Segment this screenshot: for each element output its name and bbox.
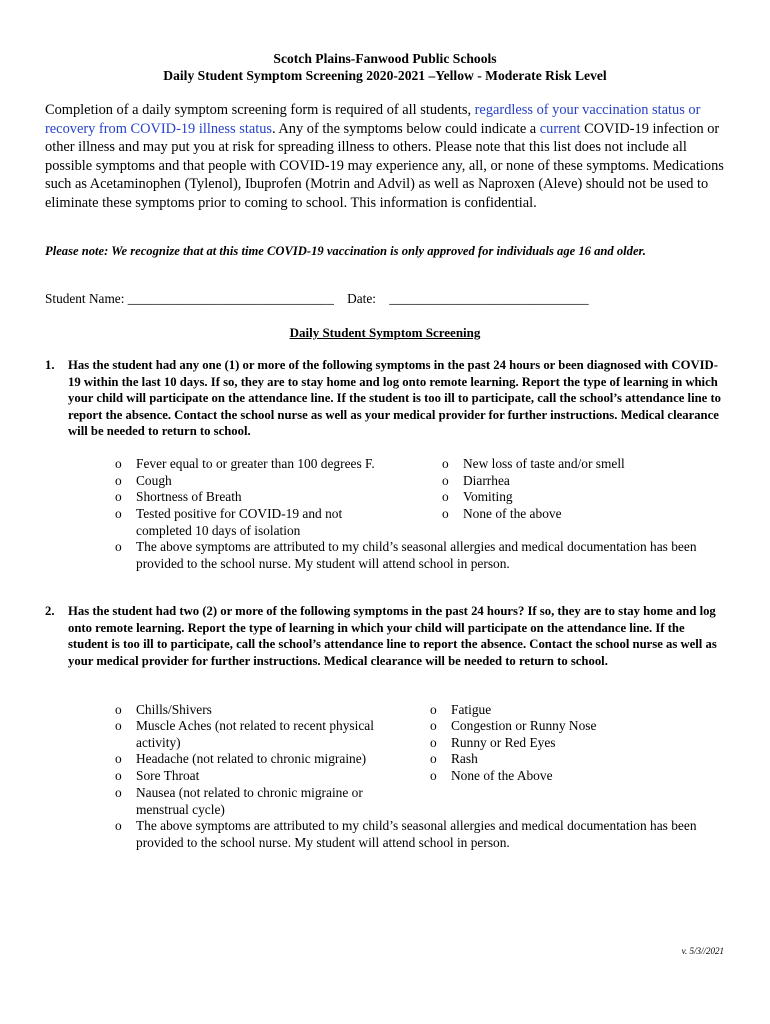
option-label: Shortness of Breath — [136, 489, 242, 504]
date-field[interactable]: ______________________________ — [389, 291, 589, 306]
question-1 — [45, 357, 725, 440]
checkbox-bullet[interactable]: o — [430, 702, 437, 717]
checkbox-bullet[interactable]: o — [115, 751, 122, 766]
intro-highlight-2: current — [539, 120, 581, 137]
option-label: Fatigue — [451, 702, 492, 717]
intro-text-2: . Any of the symptoms below could indicate a — [272, 120, 540, 137]
checkbox-bullet[interactable]: o — [442, 456, 449, 471]
question-1-number: 1. — [45, 358, 55, 372]
option-label: Cough — [136, 473, 172, 488]
question-2-number: 2. — [45, 604, 55, 618]
option-label: The above symptoms are attributed to my child’s seasonal allergies and medical documentation has been provided to the school nurse. My student will attend school in person. — [136, 818, 697, 850]
intro-text-1: Completion of a daily symptom screening form is required of all students, — [45, 102, 475, 118]
option-label: Fever equal to or greater than 100 degrees F. — [136, 456, 375, 471]
option-label: Nausea (not related to chronic migraine or menstrual cycle) — [136, 785, 363, 817]
checkbox-bullet[interactable]: o — [430, 768, 437, 783]
checkbox-bullet[interactable]: o — [115, 506, 122, 521]
checkbox-bullet[interactable]: o — [430, 735, 437, 750]
question-2-text: Has the student had two (2) or more of the following symptoms in the past 24 hours? If so, they are to stay home and log onto remote learning. Report the type of learning in which your child will participate on the attendance line. If the student is too ill to participate, call the school’s attendance line to report the absence. Contact the school nurse as well as your medical provider for further instructions. Medical clearance will be needed to return to school. — [68, 604, 717, 668]
intro-paragraph — [45, 101, 725, 213]
checkbox-bullet[interactable]: o — [115, 785, 122, 800]
option-label: Chills/Shivers — [136, 702, 212, 717]
option-label: Muscle Aches (not related to recent physical activity) — [136, 718, 374, 750]
option-label: The above symptoms are attributed to my child’s seasonal allergies and medical documentation has been provided to the school nurse. My student will attend school in person. — [136, 539, 697, 571]
intro-text-3: COVID-19 infection or other illness and may put you at risk for spreading illness to others. Please note that this list does not include all possible symptoms and that people with COVID-19 may experience any, all, or none of these symptoms. Medications such as Acetaminophen (Tylenol), Ibuprofen (Motrin and Advil) as well as Naproxen (Aleve) should not be used to eliminate these symptoms prior to coming to school. This information is confidential. — [45, 120, 724, 211]
checkbox-bullet[interactable]: o — [430, 718, 437, 733]
option-label: Tested positive for COVID-19 and not completed 10 days of isolation — [136, 506, 343, 538]
option-label: New loss of taste and/or smell — [463, 456, 625, 471]
option-label: None of the above — [463, 506, 562, 521]
checkbox-bullet[interactable]: o — [115, 768, 122, 783]
question-2 — [45, 603, 725, 669]
intro-highlight-1: regardless of your vaccination status or recovery from COVID-19 illness status — [45, 102, 701, 137]
checkbox-bullet[interactable]: o — [115, 718, 122, 733]
school-name: Scotch Plains-Fanwood Public Schools — [273, 51, 497, 66]
option-label: Diarrhea — [463, 473, 510, 488]
checkbox-bullet[interactable]: o — [115, 473, 122, 488]
option-label: Vomiting — [463, 489, 513, 504]
date-label: Date: — [347, 291, 376, 306]
vaccination-note: Please note: We recognize that at this time COVID-19 vaccination is only approved for individuals age 16 and older. — [45, 244, 646, 258]
checkbox-bullet[interactable]: o — [442, 473, 449, 488]
checkbox-bullet[interactable]: o — [115, 456, 122, 471]
checkbox-bullet[interactable]: o — [115, 702, 122, 717]
student-fields — [45, 290, 589, 308]
option-label: Sore Throat — [136, 768, 200, 783]
checkbox-bullet[interactable]: o — [115, 489, 122, 504]
option-label: Rash — [451, 751, 478, 766]
option-label: Headache (not related to chronic migraine) — [136, 751, 367, 766]
version-footer: v. 5/3//2021 — [681, 946, 724, 956]
question-1-text: Has the student had any one (1) or more of the following symptoms in the past 24 hours or been diagnosed with COVID-19 within the last 10 days. If so, they are to stay home and log onto remote learning. Report the type of learning in which your child will participate on the attendance line. If the student is too ill to participate, call the school’s attendance line to report the absence. Contact the school nurse as well as your medical provider for further instructions. Medical clearance will be needed to return to school. — [68, 358, 722, 439]
checkbox-bullet[interactable]: o — [430, 751, 437, 766]
student-name-label: Student Name: — [45, 291, 125, 306]
form-title: Daily Student Symptom Screening 2020-2021 –Yellow - Moderate Risk Level — [163, 68, 607, 83]
screening-subheading: Daily Student Symptom Screening — [289, 325, 481, 340]
student-name-field[interactable]: _______________________________ — [127, 291, 334, 306]
checkbox-bullet[interactable]: o — [442, 489, 449, 504]
checkbox-bullet[interactable]: o — [442, 506, 449, 521]
checkbox-bullet[interactable]: o — [115, 818, 122, 833]
option-label: None of the Above — [451, 768, 553, 783]
option-label: Runny or Red Eyes — [451, 735, 556, 750]
option-label: Congestion or Runny Nose — [451, 718, 597, 733]
checkbox-bullet[interactable]: o — [115, 539, 122, 554]
